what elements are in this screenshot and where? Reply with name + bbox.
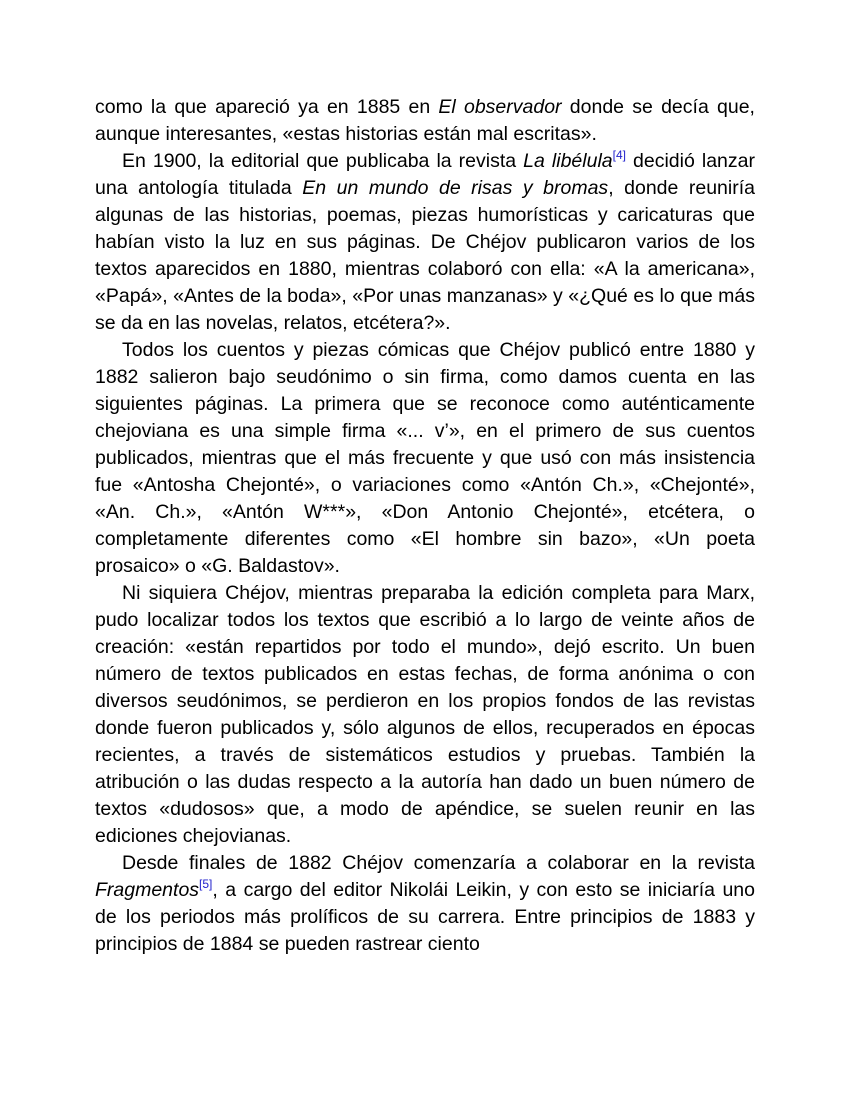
text-content [95, 94, 755, 958]
footnote-ref-4[interactable]: [4] [612, 148, 626, 162]
paragraph [95, 580, 755, 850]
text-run: , a cargo del editor Nikolái Leikin, y con esto se iniciaría uno de los periodos más prolíficos de su carrera. Entre principios de 1883 y principios de 1884 se pueden rastrear ciento [95, 879, 755, 955]
footnote-ref-5[interactable]: [5] [199, 877, 213, 891]
text-run: Ni siquiera Chéjov, mientras preparaba la edición completa para Marx, pudo localizar todos los textos que escribió a lo largo de veinte años de creación: «están repartidos por todo el mundo», dejó escrito. Un buen número de textos publicados en estas fechas, de forma anónima o con diversos seudónimos, se perdieron en los propios fondos de las revistas donde fueron publicados y, sólo algunos de ellos, recuperados en épocas recientes, a través de sistemáticos estudios y pruebas. También la atribución o las dudas respecto a la autoría han dado un buen número de textos «dudosos» que, a modo de apéndice, se suelen reunir en las ediciones chejovianas. [95, 582, 755, 847]
text-run: , donde reuniría algunas de las historias, poemas, piezas humorísticas y caricaturas que habían visto la luz en sus páginas. De Chéjov publicaron varios de los textos aparecidos en 1880, mientras colaboró con ella: «A la americana», «Papá», «Antes de la boda», «Por unas manzanas» y «¿Qué es lo que más se da en las novelas, relatos, etcétera?». [95, 177, 755, 334]
text-run: como la que apareció ya en 1885 en [95, 96, 439, 118]
text-run: Todos los cuentos y piezas cómicas que Chéjov publicó entre 1880 y 1882 salieron bajo seudónimo o sin firma, como damos cuenta en las siguientes páginas. La primera que se reconoce como auténticamente chejoviana es una simple firma «... v’», en el primero de sus cuentos publicados, mientras que el más frecuente y que usó con más insistencia fue «Antosha Chejonté», o variaciones como «Antón Ch.», «Chejonté», «An. Ch.», «Antón W***», «Don Antonio Chejonté», etcétera, o completamente diferentes como «El hombre sin bazo», «Un poeta prosaico» o «G. Baldastov». [95, 339, 755, 577]
text-run: Desde finales de 1882 Chéjov comenzaría a colaborar en la revista [122, 852, 755, 874]
paragraph [95, 94, 755, 148]
text-run: donde se decía que, aunque interesantes, «estas historias están mal escritas». [95, 96, 755, 145]
italic-title: La libélula [523, 150, 613, 172]
paragraph [95, 337, 755, 580]
text-run: decidió lanzar una antología titulada [95, 150, 755, 199]
paragraph [95, 850, 755, 958]
italic-title: En un mundo de risas y bromas [302, 177, 609, 199]
italic-title: El observador [438, 96, 562, 118]
italic-title: Fragmentos [95, 879, 200, 901]
text-run: En 1900, la editorial que publicaba la revista [122, 150, 524, 172]
paragraph [95, 148, 755, 337]
